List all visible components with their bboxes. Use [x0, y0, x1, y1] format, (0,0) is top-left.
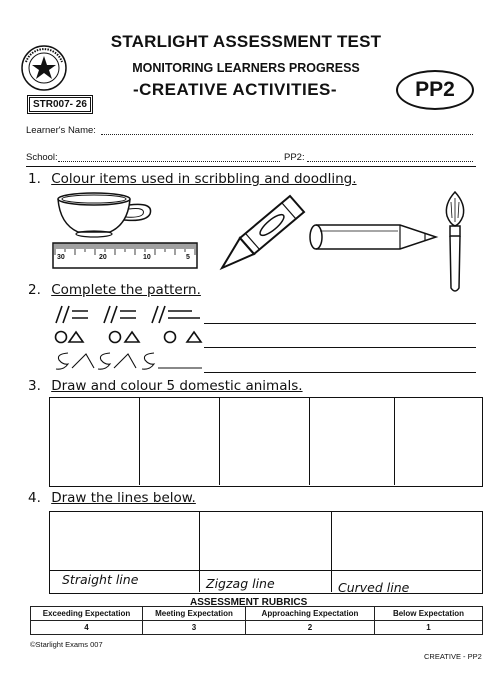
pencil-icon — [308, 219, 440, 255]
footer-subject: CREATIVE - PP2 — [424, 652, 482, 661]
rubric-score: 1 — [375, 621, 483, 635]
question-number: 3. — [28, 378, 41, 394]
curved-line-label: Curved line — [338, 580, 410, 595]
cup-icon — [54, 190, 156, 240]
rubric-header: Below Expectation — [375, 607, 483, 621]
animals-drawing-grid — [49, 397, 483, 487]
school-field[interactable] — [58, 153, 280, 162]
pattern-answer-line[interactable] — [204, 347, 476, 348]
pattern-answer-line[interactable] — [204, 323, 476, 324]
ruler-label-20: 20 — [99, 254, 107, 261]
grade-field[interactable] — [307, 153, 473, 162]
rubric-score: 3 — [143, 621, 246, 635]
rubrics-score-row — [31, 621, 483, 635]
lines-drawing-grid — [49, 511, 483, 594]
school-label: School: — [26, 152, 58, 163]
label-row-divider — [50, 570, 481, 571]
pattern-row-curves — [54, 351, 204, 371]
pattern-row-shapes — [54, 330, 204, 344]
question-4 — [28, 490, 196, 506]
subject-title: -CREATIVE ACTIVITIES- — [132, 80, 338, 99]
question-text: Draw the lines below. — [51, 490, 196, 506]
question-text: Complete the pattern. — [51, 282, 201, 298]
rubrics-table — [30, 606, 483, 635]
rubrics-title: ASSESSMENT RUBRICS — [190, 597, 308, 608]
footer-copyright: ©Starlight Exams 007 — [30, 640, 103, 649]
rubric-header: Meeting Expectation — [143, 607, 246, 621]
rubric-header: Approaching Expectation — [246, 607, 375, 621]
ruler-label-30: 30 — [57, 254, 65, 261]
question-1 — [28, 171, 357, 187]
page-title: STARLIGHT ASSESSMENT TEST — [110, 32, 382, 51]
learner-name-field[interactable] — [101, 126, 473, 135]
paintbrush-icon — [440, 190, 470, 296]
rubric-header: Exceeding Expectation — [31, 607, 143, 621]
drawing-box-1[interactable] — [50, 398, 140, 485]
drawing-box-4[interactable] — [310, 398, 395, 485]
question-text: Colour items used in scribbling and doodling. — [51, 171, 357, 187]
ruler-label-10: 10 — [143, 254, 151, 261]
question-number: 2. — [28, 282, 41, 298]
grade-label: PP2: — [284, 152, 305, 163]
pattern-row-lines — [52, 303, 202, 325]
divider — [26, 166, 476, 167]
rubric-score: 2 — [246, 621, 375, 635]
question-2 — [28, 282, 201, 298]
ruler-label-5: 5 — [186, 254, 190, 261]
pattern-answer-line[interactable] — [204, 372, 476, 373]
question-number: 4. — [28, 490, 41, 506]
drawing-box-5[interactable] — [395, 398, 481, 485]
question-number: 1. — [28, 171, 41, 187]
crayon-icon — [218, 192, 310, 272]
drawing-box-3[interactable] — [220, 398, 310, 485]
school-logo — [20, 44, 68, 92]
ruler-icon — [52, 242, 198, 269]
grade-badge: PP2 — [396, 70, 474, 110]
learner-name-label: Learner's Name: — [26, 125, 96, 136]
exam-code: STR007- 26 — [29, 97, 91, 112]
drawing-box-2[interactable] — [140, 398, 220, 485]
zigzag-line-label: Zigzag line — [206, 576, 275, 591]
question-3 — [28, 378, 303, 394]
page-subtitle: MONITORING LEARNERS PROGRESS — [132, 61, 360, 75]
question-text: Draw and colour 5 domestic animals. — [51, 378, 303, 394]
straight-line-label: Straight line — [62, 572, 139, 587]
rubric-score: 4 — [31, 621, 143, 635]
rubrics-header-row — [31, 607, 483, 621]
